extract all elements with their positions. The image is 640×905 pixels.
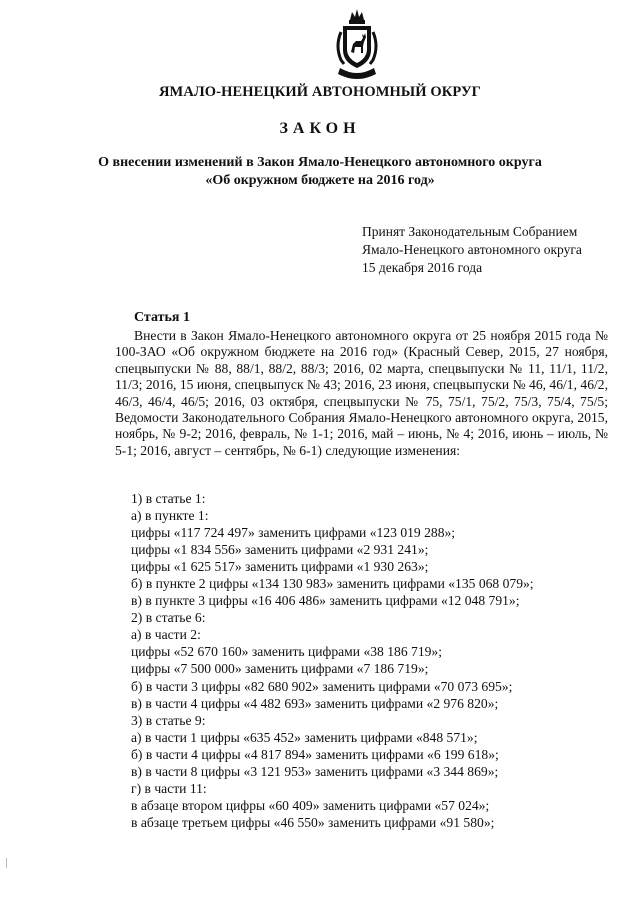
list-item: 1) в статье 1: <box>131 491 206 506</box>
list-item: цифры «1 834 556» заменить цифрами «2 931 241»; <box>131 542 429 558</box>
list-item: б) в части 3 цифры «82 680 902» заменить цифрами «70 073 695»; <box>131 678 513 694</box>
list-item: цифры «52 670 160» заменить цифрами «38 186 719»; <box>131 644 442 660</box>
list-item: а) в пункте 1: <box>131 508 209 524</box>
list-item: б) в части 4 цифры «4 817 894» заменить цифрами «6 199 618»; <box>131 746 499 762</box>
adoption-line-3: 15 декабря 2016 года <box>362 260 483 275</box>
list-item: в) в части 8 цифры «3 121 953» заменить цифрами «3 344 869»; <box>131 763 499 779</box>
list-item: 3) в статье 9: <box>131 712 206 728</box>
list-item: цифры «1 625 517» заменить цифрами «1 930 263»; <box>131 559 429 575</box>
amendment-list <box>131 490 534 831</box>
list-item: 2) в статье 6: <box>131 610 206 626</box>
list-item: в) в части 4 цифры «4 482 693» заменить цифрами «2 976 820»; <box>131 695 499 711</box>
list-item: в) в пункте 3 цифры «16 406 486» заменить цифрами «12 048 791»; <box>131 593 520 609</box>
law-title-line-1: О внесении изменений в Закон Ямало-Ненецкого автономного округа <box>98 155 542 170</box>
article-heading: Статья 1 <box>134 310 190 325</box>
adoption-note <box>362 223 582 277</box>
list-item: а) в части 1 цифры «635 452» заменить цифрами «848 571»; <box>131 729 478 745</box>
law-title-line-2: «Об окружном бюджете на 2016 год» <box>205 173 435 188</box>
list-item: в абзаце третьем цифры «46 550» заменить цифрами «91 580»; <box>131 814 495 830</box>
list-item: цифры «7 500 000» заменить цифрами «7 186 719»; <box>131 661 429 677</box>
list-item: цифры «117 724 497» заменить цифрами «123 019 288»; <box>131 525 456 541</box>
list-item: а) в части 2: <box>131 627 201 643</box>
scan-artifact <box>6 858 7 868</box>
list-item: в абзаце втором цифры «60 409» заменить цифрами «57 024»; <box>131 797 490 813</box>
region-name: ЯМАЛО-НЕНЕЦКИЙ АВТОНОМНЫЙ ОКРУГ <box>158 84 482 100</box>
article-intro-paragraph: Внести в Закон Ямало-Ненецкого автономного округа от 25 ноября 2015 года № 100-ЗАО «Об окружном бюджете на 2016 год» (Красный Север, 2015, 27 ноября, спецвыпуски № 88, 88/1, 88/2, 88/3; 2016, 02 марта, спецвыпуски № 11, 11/1, 11/2, 11/3; 2016, 15 июня, спецвыпуск № 43; 2016, 23 июня, спецвыпуски № 46, 46/1, 46/2, 46/3, 46/4, 46/5; 2016, 03 октября, спецвыпуски № 75, 75/1, 75/2, 75/3, 75/4, 75/5; Ведомости Законодательного Собрания Ямало-Ненецкого автономного округа, 2015, ноябрь, № 9-2; 2016, февраль, № 1-1; 2016, май – июнь, № 4; 2016, июнь – июль, № 5-1; 2016, август – сентябрь, № 6-1) следующие изменения: <box>115 328 608 458</box>
adoption-line-1: Принят Законодательным Собранием <box>362 224 578 239</box>
law-heading: ЗАКОН <box>279 120 361 137</box>
list-item: г) в части 11: <box>131 780 207 796</box>
adoption-line-2: Ямало-Ненецкого автономного округа <box>362 242 582 257</box>
coat-of-arms-icon <box>332 6 382 82</box>
list-item: б) в пункте 2 цифры «134 130 983» заменить цифрами «135 068 079»; <box>131 576 534 592</box>
